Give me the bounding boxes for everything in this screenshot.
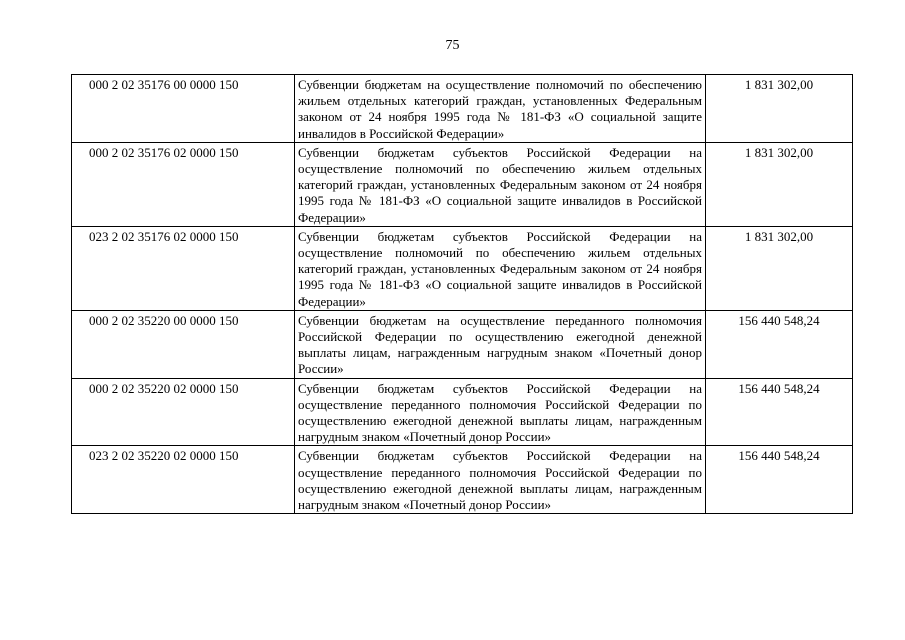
amount-value: 156 440 548,24 [706, 446, 853, 514]
budget-classification-code: 000 2 02 35176 02 0000 150 [72, 142, 295, 226]
amount-value: 1 831 302,00 [706, 226, 853, 310]
revenue-description: Субвенции бюджетам на осуществление полномочий по обеспечению жильем отдельных категорий граждан, установленных Федеральным законом от 24 ноября 1995 года № 181-ФЗ «О социальной защите инвалидов в Российской Федерации» [295, 75, 706, 143]
revenue-description: Субвенции бюджетам субъектов Российской Федерации на осуществление переданного полномочия Российской Федерации по осуществлению ежегодной денежной выплаты лицам, награжденным нагрудным знаком «Почетный донор России» [295, 446, 706, 514]
budget-classification-code: 023 2 02 35220 02 0000 150 [72, 446, 295, 514]
budget-classification-code: 000 2 02 35220 00 0000 150 [72, 310, 295, 378]
amount-value: 156 440 548,24 [706, 378, 853, 446]
table-row [72, 446, 853, 514]
table-row [72, 310, 853, 378]
amount-value: 1 831 302,00 [706, 75, 853, 143]
table-row [72, 226, 853, 310]
page-number: 75 [445, 38, 460, 53]
revenue-description: Субвенции бюджетам субъектов Российской Федерации на осуществление полномочий по обеспечению жильем отдельных категорий граждан, установленных Федеральным законом от 24 ноября 1995 года № 181-ФЗ «О социальной защите инвалидов в Российской Федерации» [295, 142, 706, 226]
revenue-description: Субвенции бюджетам на осуществление переданного полномочия Российской Федерации по осуществлению ежегодной денежной выплаты лицам, награжденным нагрудным знаком «Почетный донор России» [295, 310, 706, 378]
budget-revenue-table [71, 74, 853, 514]
amount-value: 156 440 548,24 [706, 310, 853, 378]
table-row [72, 142, 853, 226]
budget-classification-code: 023 2 02 35176 02 0000 150 [72, 226, 295, 310]
table-row [72, 75, 853, 143]
revenue-description: Субвенции бюджетам субъектов Российской Федерации на осуществление переданного полномочия Российской Федерации по осуществлению ежегодной денежной выплаты лицам, награжденным нагрудным знаком «Почетный донор России» [295, 378, 706, 446]
budget-classification-code: 000 2 02 35176 00 0000 150 [72, 75, 295, 143]
revenue-description: Субвенции бюджетам субъектов Российской Федерации на осуществление полномочий по обеспечению жильем отдельных категорий граждан, установленных Федеральным законом от 24 ноября 1995 года № 181-ФЗ «О социальной защите инвалидов в Российской Федерации» [295, 226, 706, 310]
amount-value: 1 831 302,00 [706, 142, 853, 226]
budget-classification-code: 000 2 02 35220 02 0000 150 [72, 378, 295, 446]
table-row [72, 378, 853, 446]
